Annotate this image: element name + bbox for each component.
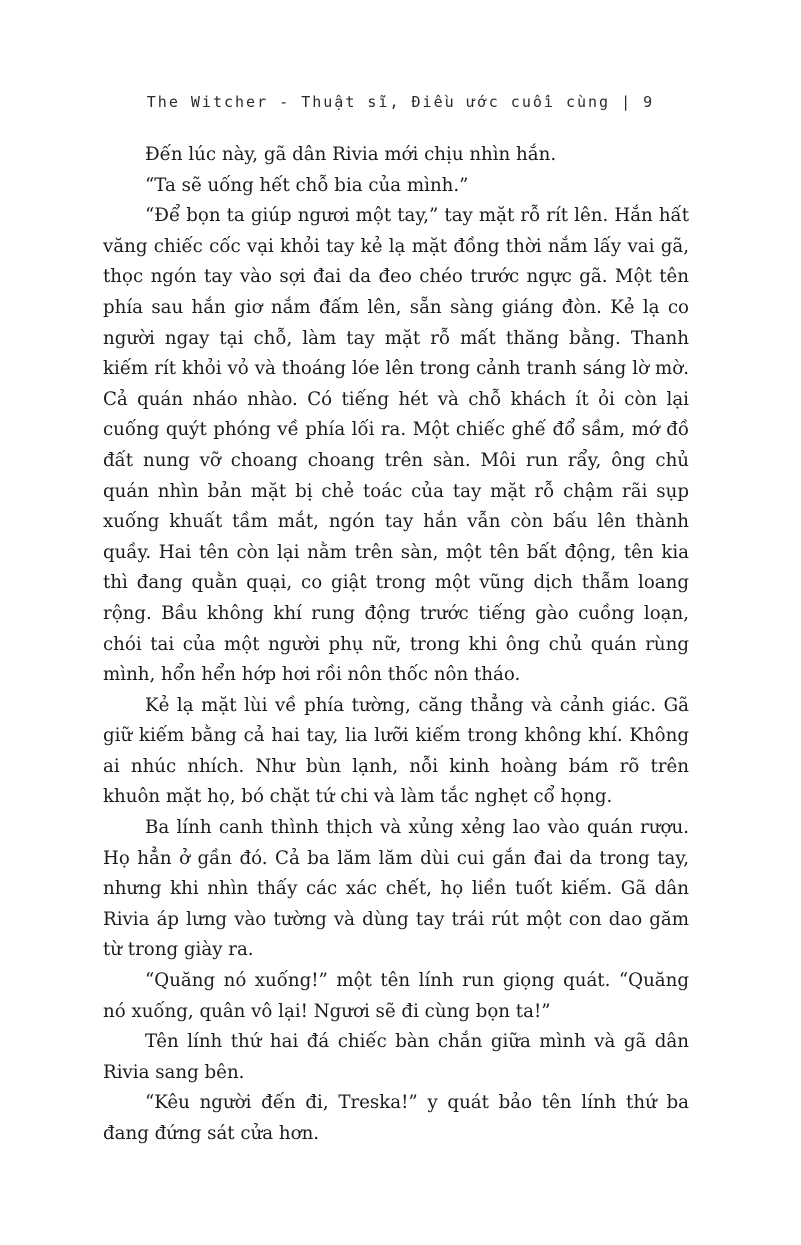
body-text <box>103 140 689 1150</box>
paragraph: “Ta sẽ uống hết chỗ bia của mình.” <box>145 174 469 196</box>
paragraph: “Kêu người đến đi, Treska!” y quát bảo tên lính thứ ba đang đứng sát cửa hơn. <box>103 1092 689 1144</box>
paragraph: “Để bọn ta giúp ngươi một tay,” tay mặt rỗ rít lên. Hắn hất văng chiếc cốc vại khỏi tay kẻ lạ mặt đồng thời nắm lấy vai gã, thọc ngón tay vào sợi đai da đeo chéo trước ngực gã. Một tên phía sau hắn giơ nắm đấm lên, sẵn sàng giáng đòn. Kẻ lạ co người ngay tại chỗ, làm tay mặt rỗ mất thăng bằng. Thanh kiếm rít khỏi vỏ và thoáng lóe lên trong cảnh tranh sáng lờ mờ. Cả quán nháo nhào. Có tiếng hét và chỗ khách ít ỏi còn lại cuống quýt phóng về phía lối ra. Một chiếc ghế đổ sầm, mớ đồ đất nung vỡ choang choang trên sàn. Môi run rẩy, ông chủ quán nhìn bản mặt bị chẻ toác của tay mặt rỗ chậm rãi sụp xuống khuất tầm mắt, ngón tay hắn vẫn còn bấu lên thành quầy. Hai tên còn lại nằm trên sàn, một tên bất động, tên kia thì đang quằn quại, co giật trong một vũng dịch thẫm loang rộng. Bầu không khí rung động trước tiếng gào cuồng loạn, chói tai của một người phụ nữ, trong khi ông chủ quán rùng mình, hổn hển hớp hơi rồi nôn thốc nôn tháo. <box>103 205 689 686</box>
paragraph: Tên lính thứ hai đá chiếc bàn chắn giữa mình và gã dân Rivia sang bên. <box>103 1031 689 1083</box>
paragraph: Đến lúc này, gã dân Rivia mới chịu nhìn hắn. <box>145 144 557 165</box>
paragraph: “Quăng nó xuống!” một tên lính run giọng quát. “Quăng nó xuống, quân vô lại! Ngươi sẽ đi cùng bọn ta!” <box>103 970 689 1022</box>
running-header: The Witcher - Thuật sĩ, Điều ước cuối cùng | 9 <box>146 93 655 111</box>
paragraph: Kẻ lạ mặt lùi về phía tường, căng thẳng và cảnh giác. Gã giữ kiếm bằng cả hai tay, lia lưỡi kiếm trong không khí. Không ai nhúc nhích. Như bùn lạnh, nỗi kinh hoàng bám rõ trên khuôn mặt họ, bó chặt tứ chi và làm tắc nghẹt cổ họng. <box>103 694 689 808</box>
paragraph: Ba lính canh thình thịch và xủng xẻng lao vào quán rượu. Họ hẳn ở gần đó. Cả ba lăm lăm dùi cui gắn đai da trong tay, nhưng khi nhìn thấy các xác chết, họ liền tuốt kiếm. Gã dân Rivia áp lưng vào tường và dùng tay trái rút một con dao găm từ trong giày ra. <box>103 817 689 961</box>
